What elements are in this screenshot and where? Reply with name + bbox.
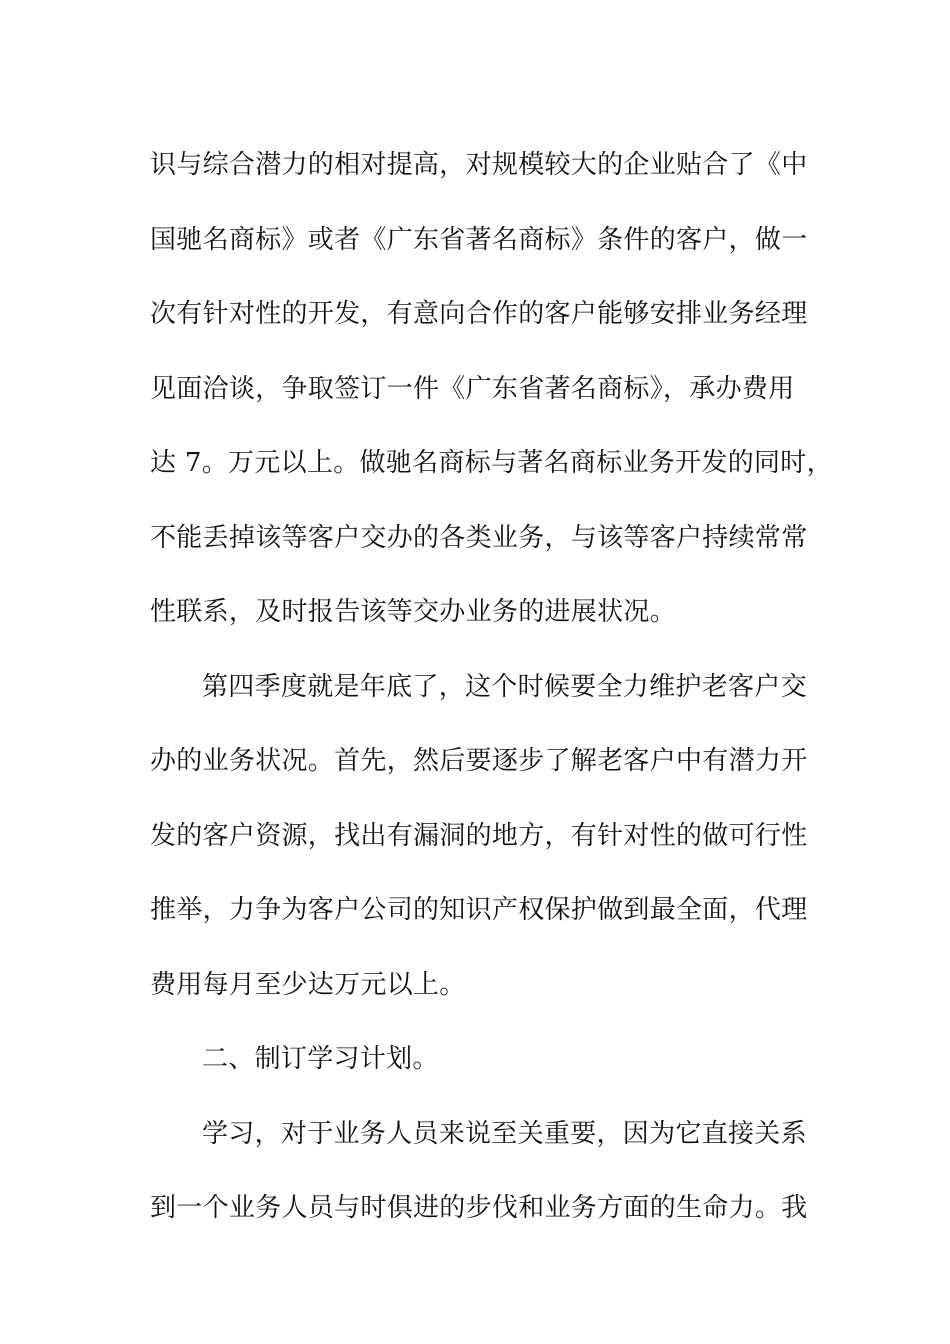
text-line: 识与综合潜力的相对提高，对规模较大的企业贴合了《中 (150, 150, 808, 180)
text-line: 发的客户资源，找出有漏洞的地方，有针对性的做可行性 (150, 820, 808, 851)
text-line: 见面洽谈，争取签订一件《广东省著名商标》，承办费用 (150, 373, 795, 404)
text-line: 达 7。万元以上。做驰名商标与著名商标业务开发的同时， (150, 448, 833, 478)
text-line: 办的业务状况。首先，然后要逐步了解老客户中有潜力开 (150, 746, 808, 776)
text-line: 推举，力争为客户公司的知识产权保护做到最全面，代理 (150, 895, 808, 925)
text-line: 费用每月至少达万元以上。 (150, 969, 466, 1000)
text-line: 国驰名商标》或者《广东省著名商标》条件的客户，做一 (150, 224, 808, 255)
text-line: 次有针对性的开发，有意向合作的客户能够安排业务经理 (150, 299, 808, 329)
paragraph-start-line: 第四季度就是年底了，这个时候要全力维护老客户交 (202, 671, 807, 702)
document-body (150, 128, 833, 1246)
section-heading: 二、制订学习计划。 (202, 1044, 439, 1074)
text-line: 性联系，及时报告该等交办业务的进展状况。 (150, 597, 677, 627)
text-line: 到一个业务人员与时俱进的步伐和业务方面的生命力。我 (150, 1193, 808, 1223)
paragraph-start-line: 学习，对于业务人员来说至关重要，因为它直接关系 (202, 1118, 807, 1149)
text-line: 不能丢掉该等客户交办的各类业务，与该等客户持续常常 (150, 522, 808, 553)
